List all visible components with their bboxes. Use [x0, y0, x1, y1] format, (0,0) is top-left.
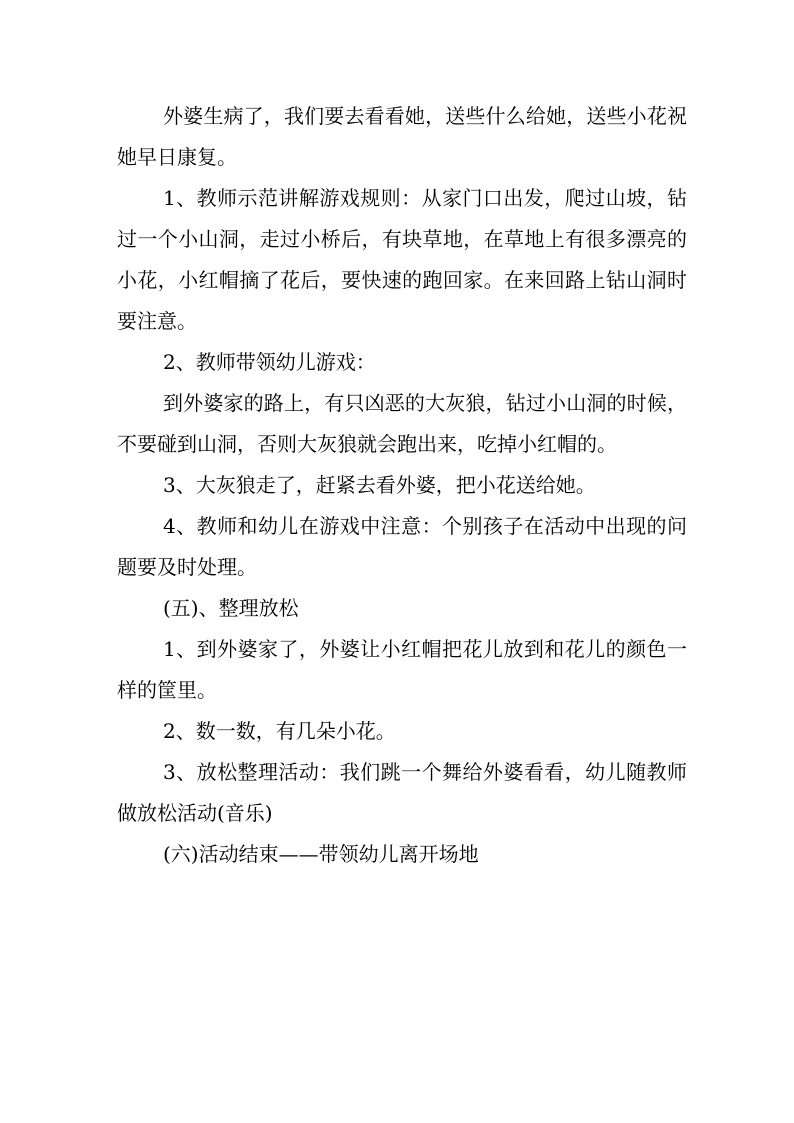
paragraph-step-4: 4、教师和幼儿在游戏中注意：个别孩子在活动中出现的问题要及时处理。 [117, 514, 687, 579]
paragraph-step-2: 2、教师带领幼儿游戏： [163, 350, 376, 374]
paragraph-relax-3: 3、放松整理活动：我们跳一个舞给外婆看看，幼儿随教师做放松活动(音乐) [117, 760, 687, 825]
paragraph-relax-2: 2、数一数，有几朵小花。 [163, 719, 396, 743]
paragraph-wolf-warning: 到外婆家的路上，有只凶恶的大灰狼，钻过小山洞的时候，不要碰到山洞，否则大灰狼就会跑出来，吃掉小红帽的。 [117, 391, 687, 456]
section-heading-6: (六)活动结束——带领幼儿离开场地 [163, 842, 479, 866]
paragraph-intro: 外婆生病了，我们要去看看她，送些什么给她，送些小花祝她早日康复。 [117, 104, 687, 169]
section-heading-5: (五)、整理放松 [163, 596, 299, 620]
paragraph-step-3: 3、大灰狼走了，赶紧去看外婆，把小花送给她。 [163, 473, 596, 497]
paragraph-step-1-rules: 1、教师示范讲解游戏规则：从家门口出发，爬过山坡，钻过一个小山洞，走过小桥后，有块草地，在草地上有很多漂亮的小花，小红帽摘了花后，要快速的跑回家。在来回路上钻山洞时要注意。 [117, 186, 687, 333]
paragraph-relax-1: 1、到外婆家了，外婆让小红帽把花儿放到和花儿的颜色一样的筐里。 [117, 637, 687, 702]
